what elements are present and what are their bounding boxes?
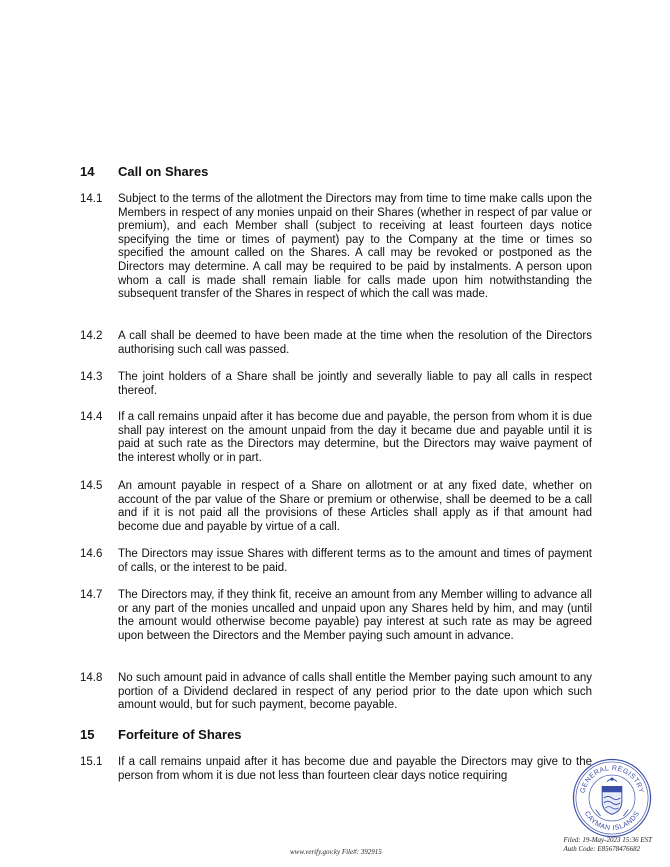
clause-14-7 [80,589,592,643]
seal-top-text: GENERAL REGISTRY [579,765,645,795]
seal-bottom-text: CAYMAN ISLANDS [582,810,642,833]
auth-code: Auth Code: E85678476682 [563,845,641,853]
clause-text: If a call remains unpaid after it has become due and payable, the person from whom it is due shall pay interest on the amount unpaid from the day it became due and payable until it is paid at such rate as the Directors may determine, but the Directors may waive payment of the interest wholly or in part. [118,411,592,464]
clause-14-1 [80,193,592,302]
clause-14-5 [80,480,592,534]
clause-number: 14.5 [80,480,103,492]
clause-text: A call shall be deemed to have been made at the time when the resolution of the Directors authorising such call was passed. [118,330,592,356]
filing-stamp [564,836,652,854]
clause-15-1 [80,756,592,783]
clause-text: An amount payable in respect of a Share on allotment or at any fixed date, whether on account of the par value of the Share or premium or otherwise, shall be deemed to be a call and if it is not paid all the provisions of these Articles shall apply as if that amount had become due and payable by virtue of a call. [118,480,592,533]
clause-number: 14.1 [80,193,103,205]
clause-number: 14.4 [80,411,103,423]
clause-14-2 [80,330,592,357]
clause-14-8 [80,672,592,713]
clause-14-6 [80,548,592,575]
clause-text: If a call remains unpaid after it has become due and payable the Directors may give to the person from whom it is due not less than fourteen clear days notice requiring [118,756,592,782]
section-number: 15 [80,727,95,742]
clause-text: No such amount paid in advance of calls shall entitle the Member paying such amount to any portion of a Dividend declared in respect of any period prior to the date upon which such amount would, but for such payment, become payable. [118,672,592,712]
filed-date: Filed: 19-May-2023 15:36 EST [563,836,652,844]
clause-14-3 [80,371,592,398]
clause-number: 14.2 [80,330,103,342]
clause-number: 15.1 [80,756,103,768]
clause-number: 14.7 [80,589,103,601]
clause-text: The Directors may issue Shares with different terms as to the amount and times of payment of calls, or the interest to be paid. [118,548,592,574]
section-title: Forfeiture of Shares [118,727,242,742]
clause-number: 14.8 [80,672,103,684]
clause-text: The Directors may, if they think fit, receive an amount from any Member willing to advance all or any part of the monies uncalled and unpaid upon any Shares held by him, and may (until the amount would otherwise become payable) pay interest at such rate as may be agreed upon between the Directors and the Member paying such amount in advance. [118,589,592,642]
clause-text: The joint holders of a Share shall be jointly and severally liable to pay all calls in respect thereof. [118,371,592,397]
section-title: Call on Shares [118,164,209,179]
clause-14-4 [80,411,592,465]
clause-number: 14.3 [80,371,103,383]
section-number: 14 [80,164,95,179]
clause-text: Subject to the terms of the allotment the Directors may from time to time make calls upon the Members in respect of any monies unpaid on their Shares (whether in respect of par value or premium), and each Member shall (subject to receiving at least fourteen days notice specifying the time or times of payment) pay to the Company at the time or times so specified the amount called on the Shares. A call may be revoked or postponed as the Directors may determine. A call may be required to be paid by instalments. A person upon whom a call is made shall remain liable for calls made upon him notwithstanding the subsequent transfer of the Shares in respect of which the call was made. [118,193,592,301]
registry-seal-icon [571,757,653,839]
clause-number: 14.6 [80,548,103,560]
verify-url: www.verify.gov.ky File#: 392915 [290,848,382,856]
